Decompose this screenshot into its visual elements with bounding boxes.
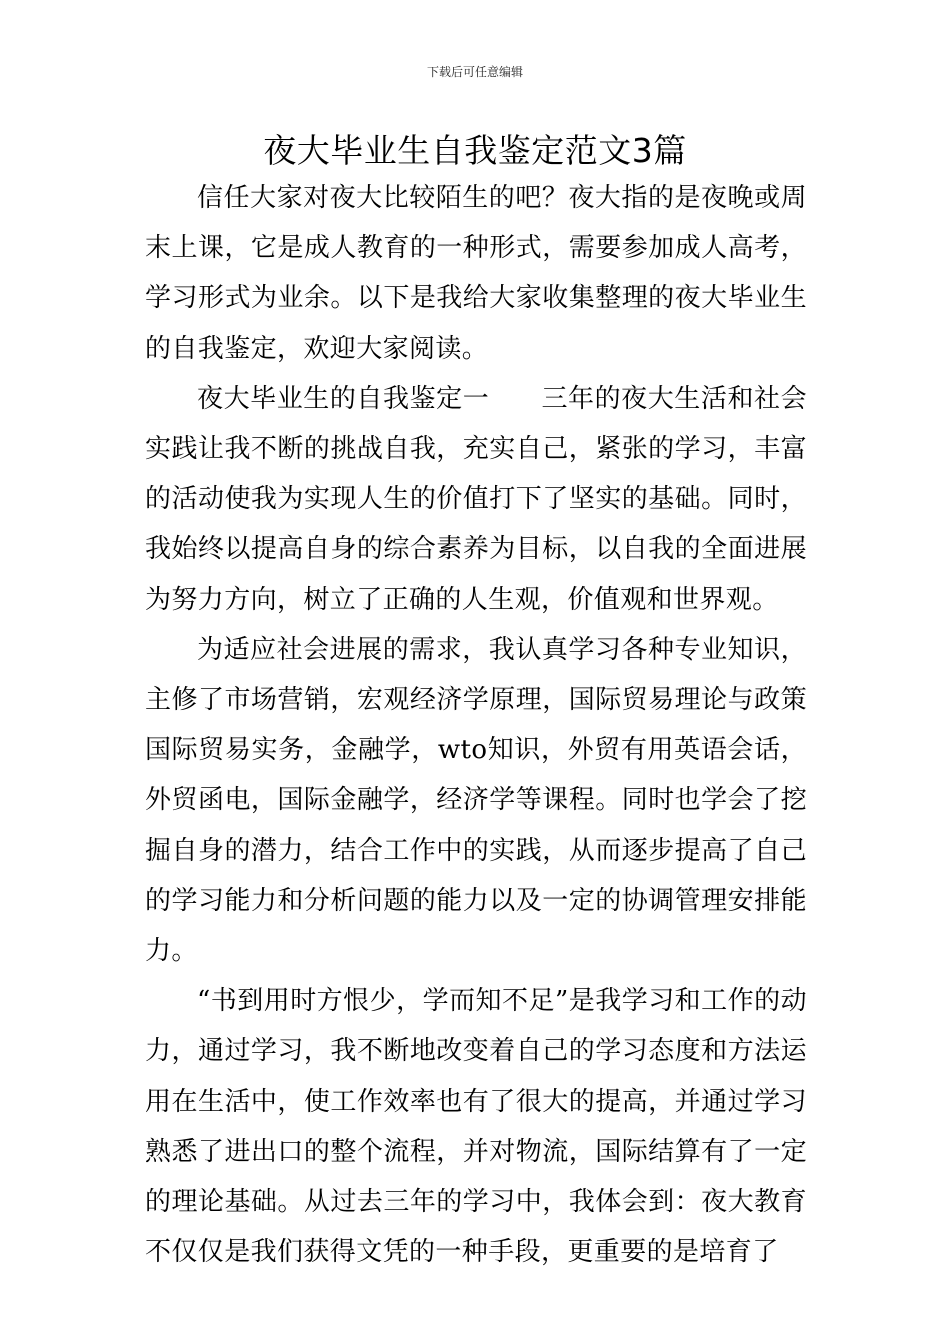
document-body	[145, 173, 807, 1277]
section-one-paragraph	[145, 374, 807, 625]
motivation-paragraph: “书到用时方恨少，学而知不足”是我学习和工作的动力，通过学习，我不断地改变着自己的学习态度和方法运用在生活中，使工作效率也有了很大的提高，并通过学习熟悉了进出口的整个流程，并对物流，国际结算有了一定的理论基础。从过去三年的学习中，我体会到：夜大教育不仅仅是我们获得文凭的一种手段，更重要的是培育了	[145, 986, 807, 1268]
study-paragraph: 为适应社会进展的需求，我认真学习各种专业知识，主修了市场营销，宏观经济学原理，国际贸易理论与政策国际贸易实务，金融学，wto知识，外贸有用英语会话，外贸函电，国际金融学，经济学等课程。同时也学会了挖掘自身的潜力，结合工作中的实践，从而逐步提高了自己的学习能力和分析问题的能力以及一定的协调管理安排能力。	[145, 634, 807, 967]
page-header-note: 下载后可任意编辑	[426, 65, 523, 79]
section-one-heading: 夜大毕业生的自我鉴定一	[197, 383, 490, 414]
intro-paragraph: 信任大家对夜大比较陌生的吧？夜大指的是夜晚或周末上课，它是成人教育的一种形式，需要参加成人高考，学习形式为业余。以下是我给大家收集整理的夜大毕业生的自我鉴定，欢迎大家阅读。	[145, 183, 807, 364]
section-one-text: 三年的夜大生活和社会实践让我不断的挑战自我，充实自己，紧张的学习，丰富的活动使我为实现人生的价值打下了坚实的基础。同时，我始终以提高自身的综合素养为目标，以自我的全面进展为努力方向，树立了正确的人生观，价值观和世界观。	[145, 383, 807, 615]
document-title: 夜大毕业生自我鉴定范文3篇	[263, 131, 687, 170]
